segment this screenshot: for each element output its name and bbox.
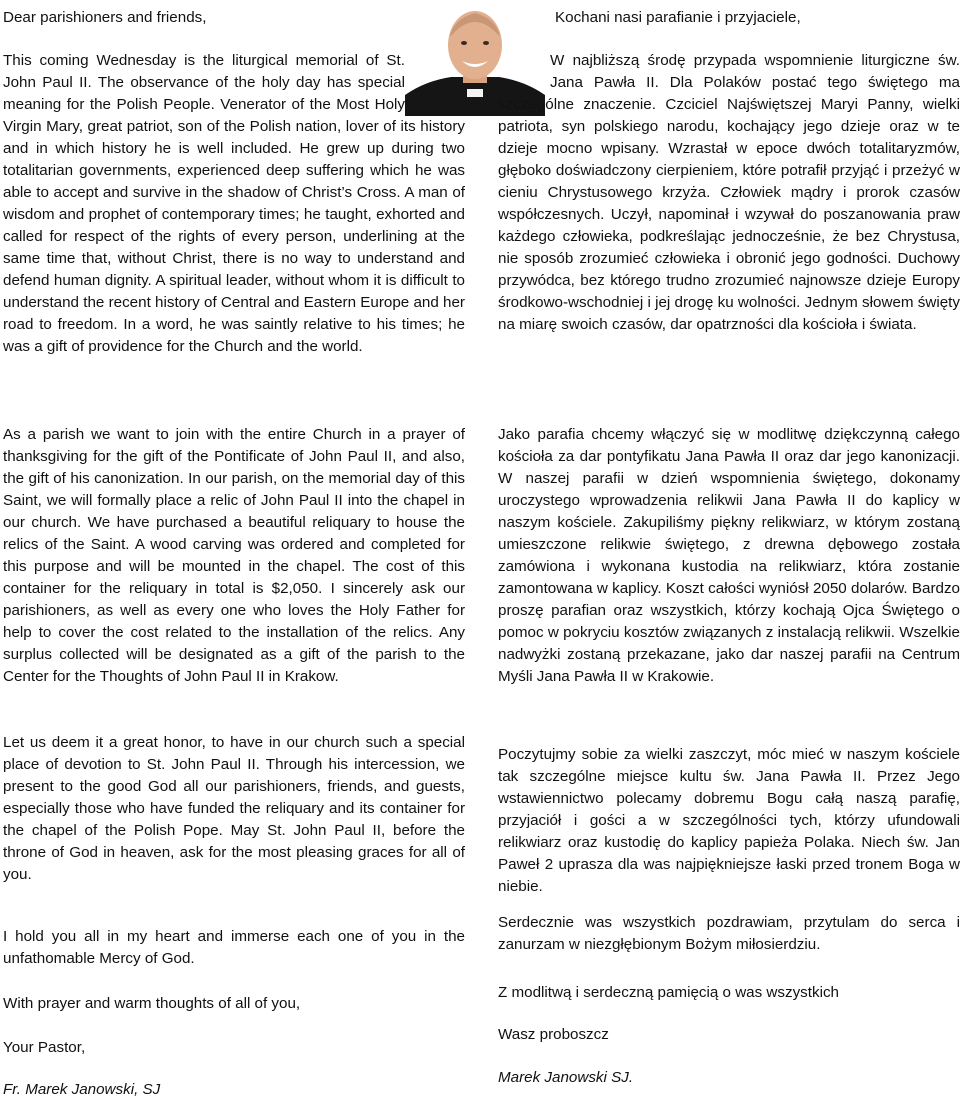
english-paragraph-4: I hold you all in my heart and immerse each one of you in the unfathomable Mercy of God. xyxy=(3,928,465,967)
english-paragraph-2: As a parish we want to join with the entire Church in a prayer of thanksgiving for the gift of the Pontificate of John Paul II, and also, the gift of his canonization. In our parish, on the memorial day of this Saint, we will formally place a relic of John Paul II into the chapel in our church. We have purchased a beautiful reliquary to house the relics of the Saint. A wood carving was ordered and completed for this purpose and will be mounted in the chapel. The cost of this container for the reliquary in total is $2,050. I sincerely ask our parishioners, as well as every one who loves the Holy Father for help to cover the cost related to the installation of the relics. Any surplus collected will be designated as a gift of the parish to the Center for the Thoughts of John Paul II in Krakow. xyxy=(3,426,465,685)
english-signature: Fr. Marek Janowski, SJ xyxy=(3,1081,161,1098)
polish-paragraph-2: Jako parafia chcemy włączyć się w modlitwę dziękczynną całego kościoła za dar pontyfikatu Jana Pawła II oraz dar jego kanonizacji. W naszej parafii w dzień wspomnienia świętego, dokonamy uroczystego wprowadzenia relikwii Jana Pawła II do kaplicy w naszym kościele. Zakupiliśmy piękny relikwiarz, w którym zostaną umieszczone relikwie świętego, z drewna dębowego została zamówiona i wykonana kustodia na relikwiarz, która zostanie zamontowana w kaplicy. Koszt całości wyniósł 2050 dolarów. Bardzo proszę parafian oraz wszystkich, którzy kochają Ojca Świętego o pomoc w pokryciu kosztów związanych z instalacją relikwii. Wszelkie nadwyżki zostaną przekazane, jako dar naszej parafii na Centrum Myśli Jana Pawła II w Krakowie. xyxy=(498,426,960,685)
english-your-pastor: Your Pastor, xyxy=(3,1039,86,1056)
polish-paragraph-3: Poczytujmy sobie za wielki zaszczyt, móc mieć w naszym kościele tak szczególne miejsce kultu św. Jana Pawła II. Przez Jego wstawiennictwo polecamy dobremu Bogu całą naszą parafię, przyjaciół i gości a w szczególności tych, którzy ufundowali relikwiarz oraz kustodię do kaplicy papieża Polaka. Niech św. Jan Paweł 2 uprasza dla was najpiękniejsze łaski przed tronem Boga w niebie. xyxy=(498,746,960,895)
english-paragraph-1: This coming Wednesday is the liturgical memorial of St. John Paul II. The observance of the holy day has special meaning for the Polish People. Venerator of the Most Holy Virgin Mary, great patriot, son of the Polish nation, lover of its history and in which history he is well included. He grew up during two totalitarian governments, experienced deep suffering which he was able to accept and survive in the shadow of Christ’s Cross. A man of wisdom and prophet of contemporary times; he taught, exhorted and called for respect of the rights of every person, underlining at the same time that, without Christ, there is no way to understand and defend human dignity. A spiritual leader, without whom it is difficult to understand the recent history of Central and Eastern Europe and her road to freedom. In a word, he was saintly relative to his times; he was a gift of providence for the Church and the world. xyxy=(3,52,465,355)
english-closing: With prayer and warm thoughts of all of you, xyxy=(3,995,301,1012)
photo-spacer-right xyxy=(498,50,550,94)
polish-greeting: Kochani nasi parafianie i przyjaciele, xyxy=(555,9,801,26)
polish-signature: Marek Janowski SJ. xyxy=(498,1069,634,1086)
polish-paragraph-4: Serdecznie was wszystkich pozdrawiam, przytulam do serca i zanurzam w niezgłębionym Bożym miłosierdziu. xyxy=(498,914,960,953)
polish-closing: Z modlitwą i serdeczną pamięcią o was wszystkich xyxy=(498,984,839,1001)
polish-paragraph-1: W najbliższą środę przypada wspomnienie liturgiczne św. Jana Pawła II. Dla Polaków postać tego świętego ma szczególne znaczenie. Czciciel Najświętszej Maryi Panny, wielki patriota, syn polskiego narodu, kochający jego dzieje oraz w te dzieje mocno wpisany. Wzrastał w epoce dwóch totalitaryzmów, głęboko doświadczony cierpieniem, które potrafił przyjąć i przeżyć w cieniu Chrystusowego krzyża. Człowiek mądry i prorok czasów współczesnych. Uczył, napominał i wzywał do poszanowania praw każdego człowieka, podkreślając jednocześnie, że bez Chrystusa, nie sposób zrozumieć człowieka i obronić jego godności. Duchowy przywódca, bez którego trudno zrozumieć najnowsze dzieje Europy środkowo-wschodniej i jej drogę ku wolności. Jednym słowem święty na miarę swoich czasów, dar opatrzności dla kościoła i świata. xyxy=(498,52,960,333)
polish-your-pastor: Wasz proboszcz xyxy=(498,1026,609,1043)
english-greeting: Dear parishioners and friends, xyxy=(3,9,207,26)
english-paragraph-3: Let us deem it a great honor, to have in our church such a special place of devotion to St. John Paul II. Through his intercession, we present to the good God all our parishioners, friends, and guests, especially those who have funded the reliquary and its container for the chapel of the Polish Pope. May St. John Paul II, before the throne of God in heaven, ask for the most pleasing graces for all of you. xyxy=(3,734,465,883)
